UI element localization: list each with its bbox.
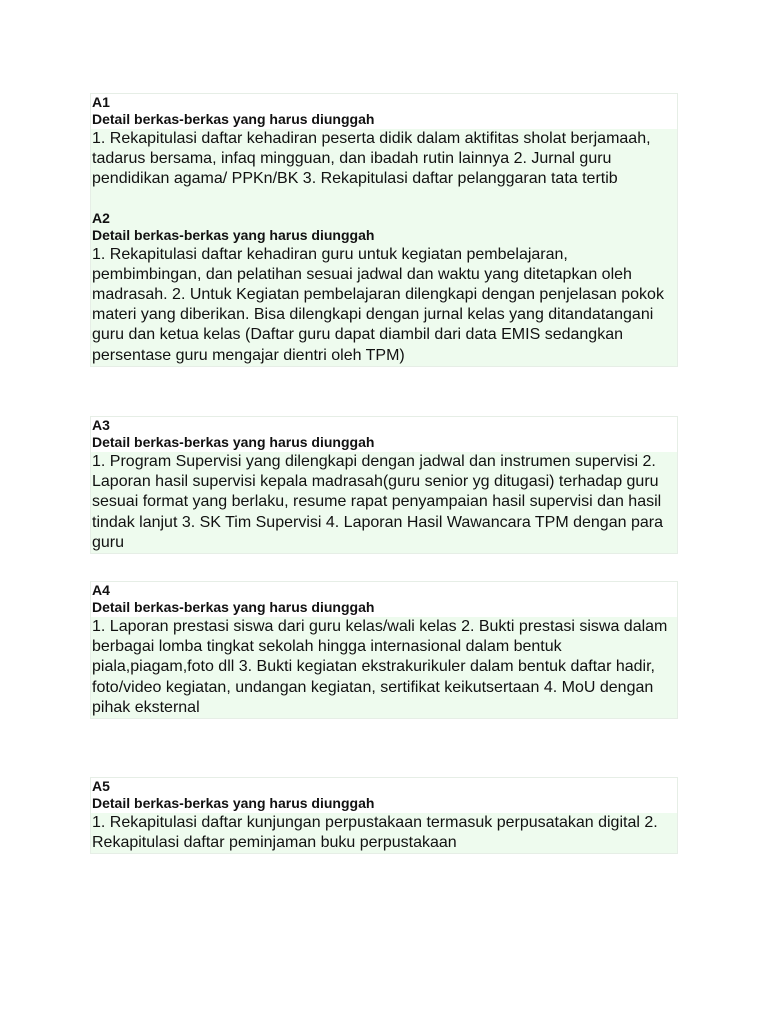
criteria-title: Detail berkas-berkas yang harus diunggah (92, 599, 375, 615)
criteria-code: A1 (92, 94, 110, 110)
criteria-title: Detail berkas-berkas yang harus diunggah (92, 226, 375, 243)
criteria-header-a3 (91, 417, 677, 452)
criteria-description: 1. Program Supervisi yang dilengkapi dengan jadwal dan instrumen supervisi 2. Laporan hasil supervisi kepala madrasah(guru senior yg ditugasi) terhadap guru sesuai format yang berlaku, resume rapat penyampaian hasil supervisi dan hasil tindak lanjut 3. SK Tim Supervisi 4. Laporan Hasil Wawancara TPM dengan para guru (91, 452, 677, 553)
criteria-block-a4 (90, 581, 678, 719)
criteria-title: Detail berkas-berkas yang harus diunggah (92, 795, 375, 811)
criteria-header-a5 (91, 778, 677, 813)
criteria-description: 1. Rekapitulasi daftar kehadiran peserta didik dalam aktifitas sholat berjamaah, tadarus bersama, infaq mingguan, dan ibadah rutin lainnya 2. Jurnal guru pendidikan agama/ PPKn/BK 3. Rekapitulasi daftar pelanggaran tata tertib (91, 129, 677, 190)
criteria-block-a1-a2 (90, 93, 678, 367)
criteria-header-a2 (91, 210, 677, 245)
criteria-code: A2 (92, 209, 110, 226)
criteria-code: A3 (92, 417, 110, 433)
criteria-description: 1. Rekapitulasi daftar kehadiran guru untuk kegiatan pembelajaran, pembimbingan, dan pelatihan sesuai jadwal dan waktu yang ditetapkan oleh madrasah. 2. Untuk Kegiatan pembelajaran dilengkapi dengan penjelasan pokok materi yang diberikan. Bisa dilengkapi dengan jurnal kelas yang ditandatangani guru dan ketua kelas (Daftar guru dapat diambil dari data EMIS sedangkan persentase guru mengajar dientri oleh TPM) (91, 245, 677, 366)
criteria-header-a4 (91, 582, 677, 617)
criteria-code: A5 (92, 778, 110, 794)
criteria-title: Detail berkas-berkas yang harus diunggah (92, 434, 375, 450)
criteria-description: 1. Rekapitulasi daftar kunjungan perpustakaan termasuk perpusatakan digital 2. Rekapitulasi daftar peminjaman buku perpustakaan (91, 813, 677, 853)
criteria-code: A4 (92, 582, 110, 598)
criteria-title: Detail berkas-berkas yang harus diunggah (92, 111, 375, 127)
criteria-description: 1. Laporan prestasi siswa dari guru kelas/wali kelas 2. Bukti prestasi siswa dalam berbagai lomba tingkat sekolah hingga internasional dalam bentuk piala,piagam,foto dll 3. Bukti kegiatan ekstrakurikuler dalam bentuk daftar hadir, foto/video kegiatan, undangan kegiatan, sertifikat keikutsertaan 4. MoU dengan pihak eksternal (91, 617, 677, 718)
criteria-block-a3 (90, 416, 678, 554)
criteria-header-a1 (91, 94, 677, 129)
criteria-block-a5 (90, 777, 678, 854)
block-spacer (91, 190, 677, 210)
